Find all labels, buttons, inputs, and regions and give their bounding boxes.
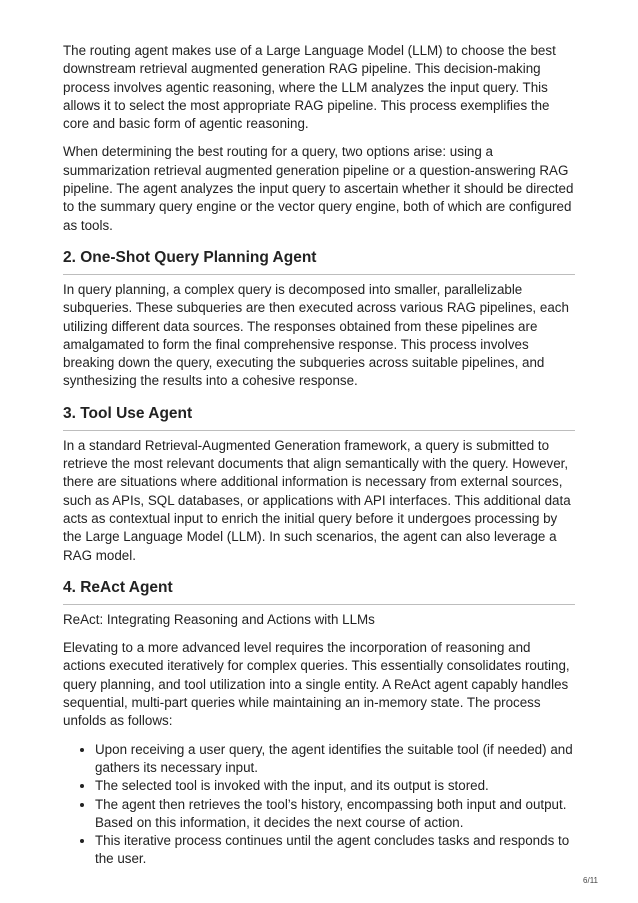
intro-paragraph-2: When determining the best routing for a query, two options arise: using a summarization retrieval augmented generation pipeline or a question-answering RAG pipeline. The agent analyzes the input query to ascertain whether it should be directed to the summary query engine or the vector query engine, both of which are configured as tools. <box>63 144 574 233</box>
section-react-agent <box>63 578 575 869</box>
list-item: • The selected tool is invoked with the input, and its output is stored. <box>95 777 575 795</box>
section-paragraph: Elevating to a more advanced level requires the incorporation of reasoning and actions executed iteratively for complex queries. This essentially consolidates routing, query planning, and tool utilization into a single entity. A ReAct agent capably handles sequential, multi-part queries while maintaining an in-memory state. The process unfolds as follows: <box>63 640 570 729</box>
list-item: • The agent then retrieves the tool’s history, encompassing both input and output. Based on this information, it decides the next course of action. <box>95 796 575 833</box>
section-heading: 2. One-Shot Query Planning Agent <box>63 248 575 275</box>
section-subtitle: ReAct: Integrating Reasoning and Actions with LLMs <box>63 611 375 627</box>
list-item: • This iterative process continues until the agent concludes tasks and responds to the user. <box>95 832 575 869</box>
section-paragraph: In a standard Retrieval-Augmented Generation framework, a query is submitted to retrieve the most relevant documents that align semantically with the query. However, there are situations where additional information is necessary from external sources, such as APIs, SQL databases, or applications with API interfaces. This additional data acts as contextual input to enrich the initial query before it undergoes processing by the Large Language Model (LLM). In such scenarios, the agent can also leverage a RAG model. <box>63 437 571 563</box>
process-steps-list <box>63 741 575 869</box>
intro-paragraph-1: The routing agent makes use of a Large Language Model (LLM) to choose the best downstream retrieval augmented generation RAG pipeline. This decision-making process involves agentic reasoning, where the LLM analyzes the input query. This allows it to select the most appropriate RAG pipeline. This process exemplifies the core and basic form of agentic reasoning. <box>63 43 556 132</box>
section-heading: 4. ReAct Agent <box>63 578 575 605</box>
list-item: • Upon receiving a user query, the agent identifies the suitable tool (if needed) and gathers its necessary input. <box>95 741 575 778</box>
page-number: 6/11 <box>583 876 598 885</box>
document-page <box>63 42 575 869</box>
section-tool-use <box>63 404 575 565</box>
section-query-planning <box>63 248 575 391</box>
section-paragraph: In query planning, a complex query is decomposed into smaller, parallelizable subqueries. These subqueries are then executed across various RAG pipelines, each utilizing different data sources. The responses obtained from these pipelines are amalgamated to form the final comprehensive response. This process involves breaking down the query, executing the subqueries across suitable pipelines, and synthesizing the results into a cohesive response. <box>63 281 569 389</box>
section-heading: 3. Tool Use Agent <box>63 404 575 431</box>
